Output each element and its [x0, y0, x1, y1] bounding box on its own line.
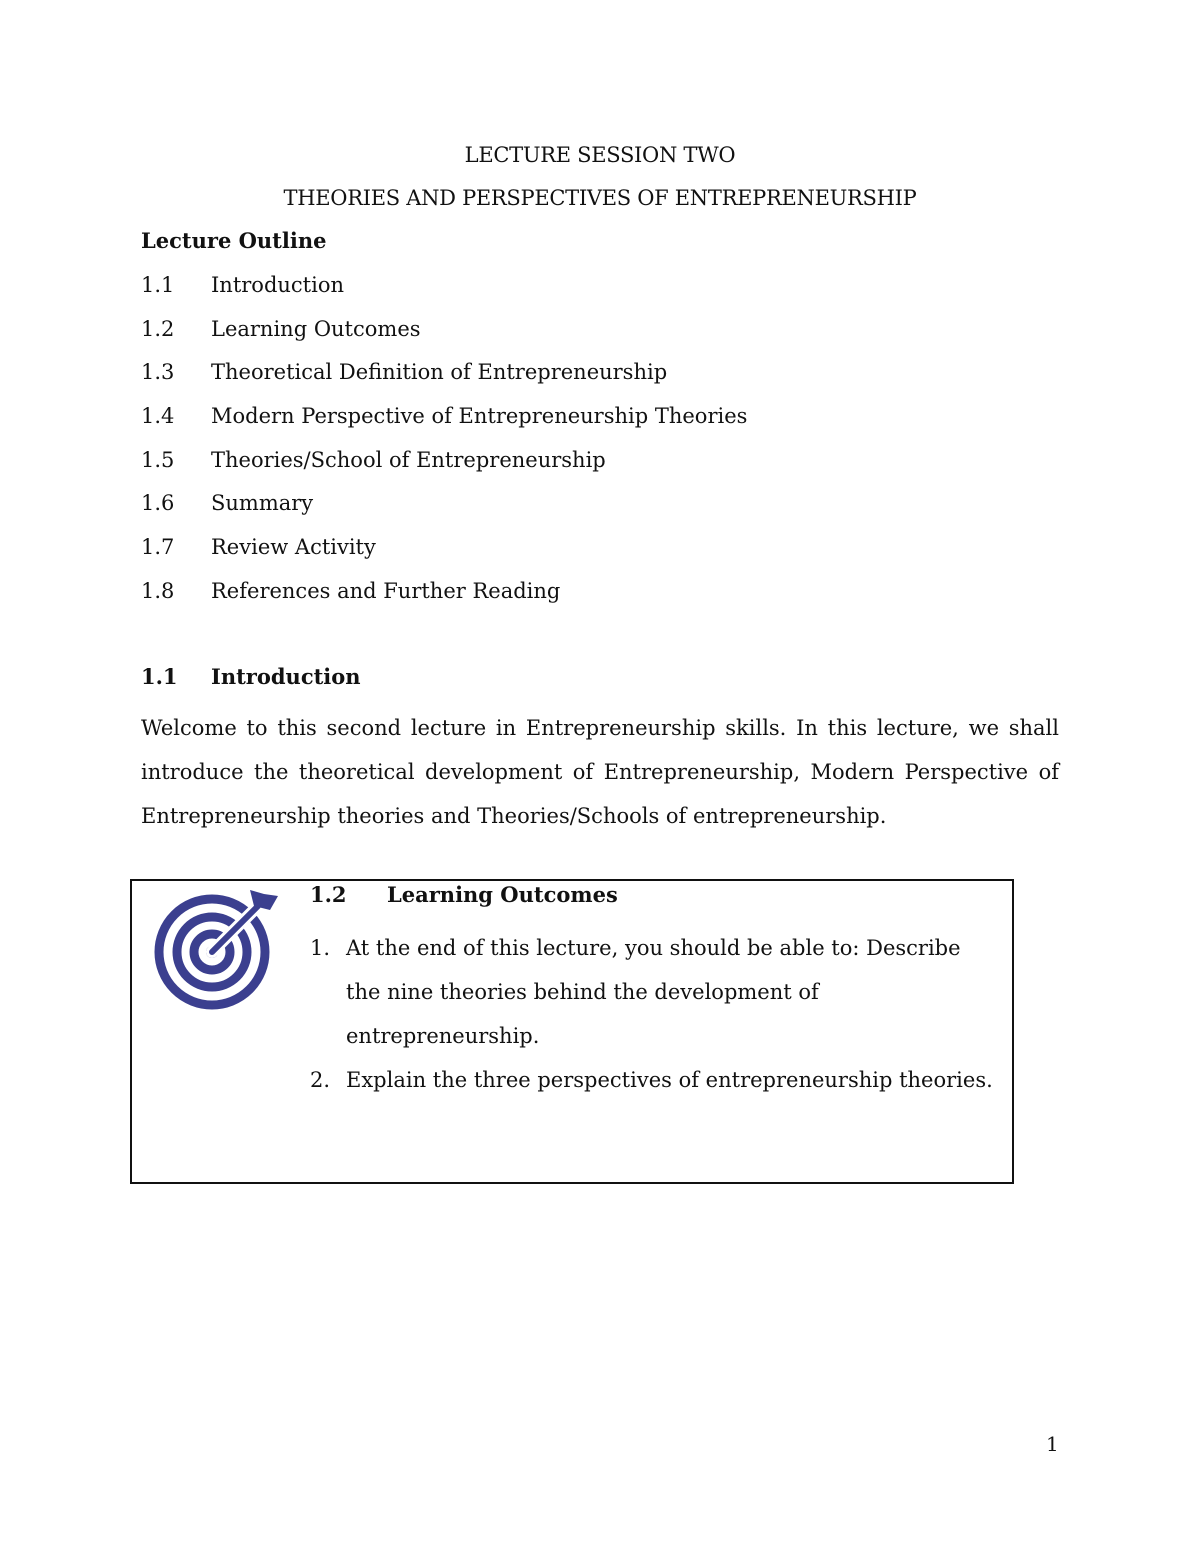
outline-item-number: 1.4 [141, 404, 175, 429]
page-number: 1 [1046, 1432, 1059, 1456]
section-title: Introduction [211, 664, 361, 689]
learning-outcomes-list [310, 926, 1000, 1102]
outline-item [141, 314, 747, 358]
outline-item [141, 532, 747, 576]
outline-item-number: 1.7 [141, 535, 175, 560]
outline-item-label: Summary [211, 491, 314, 516]
outcome-item [310, 926, 1000, 1058]
outline-item-label: Introduction [211, 273, 344, 297]
outcome-number: 2. [310, 1068, 331, 1092]
outline-item-label: Theoretical Definition of Entrepreneurship [211, 360, 668, 385]
outcome-text: Explain the three perspectives of entrepreneurship theories. [346, 1068, 993, 1092]
lecture-title: THEORIES AND PERSPECTIVES OF ENTREPRENEURSHIP [283, 186, 917, 210]
outline-item-label: Modern Perspective of Entrepreneurship Theories [211, 404, 748, 429]
outline-item-number: 1.8 [141, 578, 175, 603]
outcome-number: 1. [310, 936, 331, 960]
outline-item [141, 576, 747, 620]
outline-item-number: 1.6 [141, 491, 175, 516]
outline-item [141, 488, 747, 532]
outline-item-number: 1.2 [141, 316, 175, 341]
lecture-outline-list [141, 270, 747, 620]
introduction-paragraph: Welcome to this second lecture in Entrepreneurship skills. In this lecture, we shall introduce the theoretical development of Entrepreneurship, Modern Perspective of Entrepreneurship theories and Theories/Schools of entrepreneurship. [141, 716, 1059, 828]
introduction-heading [141, 664, 361, 689]
outline-item [141, 270, 747, 314]
outline-item-label: References and Further Reading [211, 578, 561, 603]
outline-item [141, 401, 747, 445]
section-number: 1.2 [310, 882, 347, 907]
outline-item-number: 1.1 [141, 273, 175, 297]
outline-item [141, 445, 747, 489]
outcome-item [310, 1058, 1000, 1102]
outline-item-number: 1.3 [141, 360, 175, 385]
outcome-text: At the end of this lecture, you should be able to: Describe the nine theories behind the development of entrepreneurship. [346, 936, 961, 1048]
outline-item-label: Learning Outcomes [211, 316, 421, 341]
outline-item-label: Theories/School of Entrepreneurship [211, 447, 606, 472]
target-icon [150, 886, 280, 1011]
outline-item-label: Review Activity [211, 535, 376, 560]
outline-item-number: 1.5 [141, 447, 175, 472]
outline-heading: Lecture Outline [141, 228, 327, 253]
outline-item [141, 357, 747, 401]
section-number: 1.1 [141, 664, 178, 689]
session-title: LECTURE SESSION TWO [464, 143, 736, 167]
section-title: Learning Outcomes [387, 882, 618, 907]
learning-outcomes-heading [310, 882, 618, 907]
